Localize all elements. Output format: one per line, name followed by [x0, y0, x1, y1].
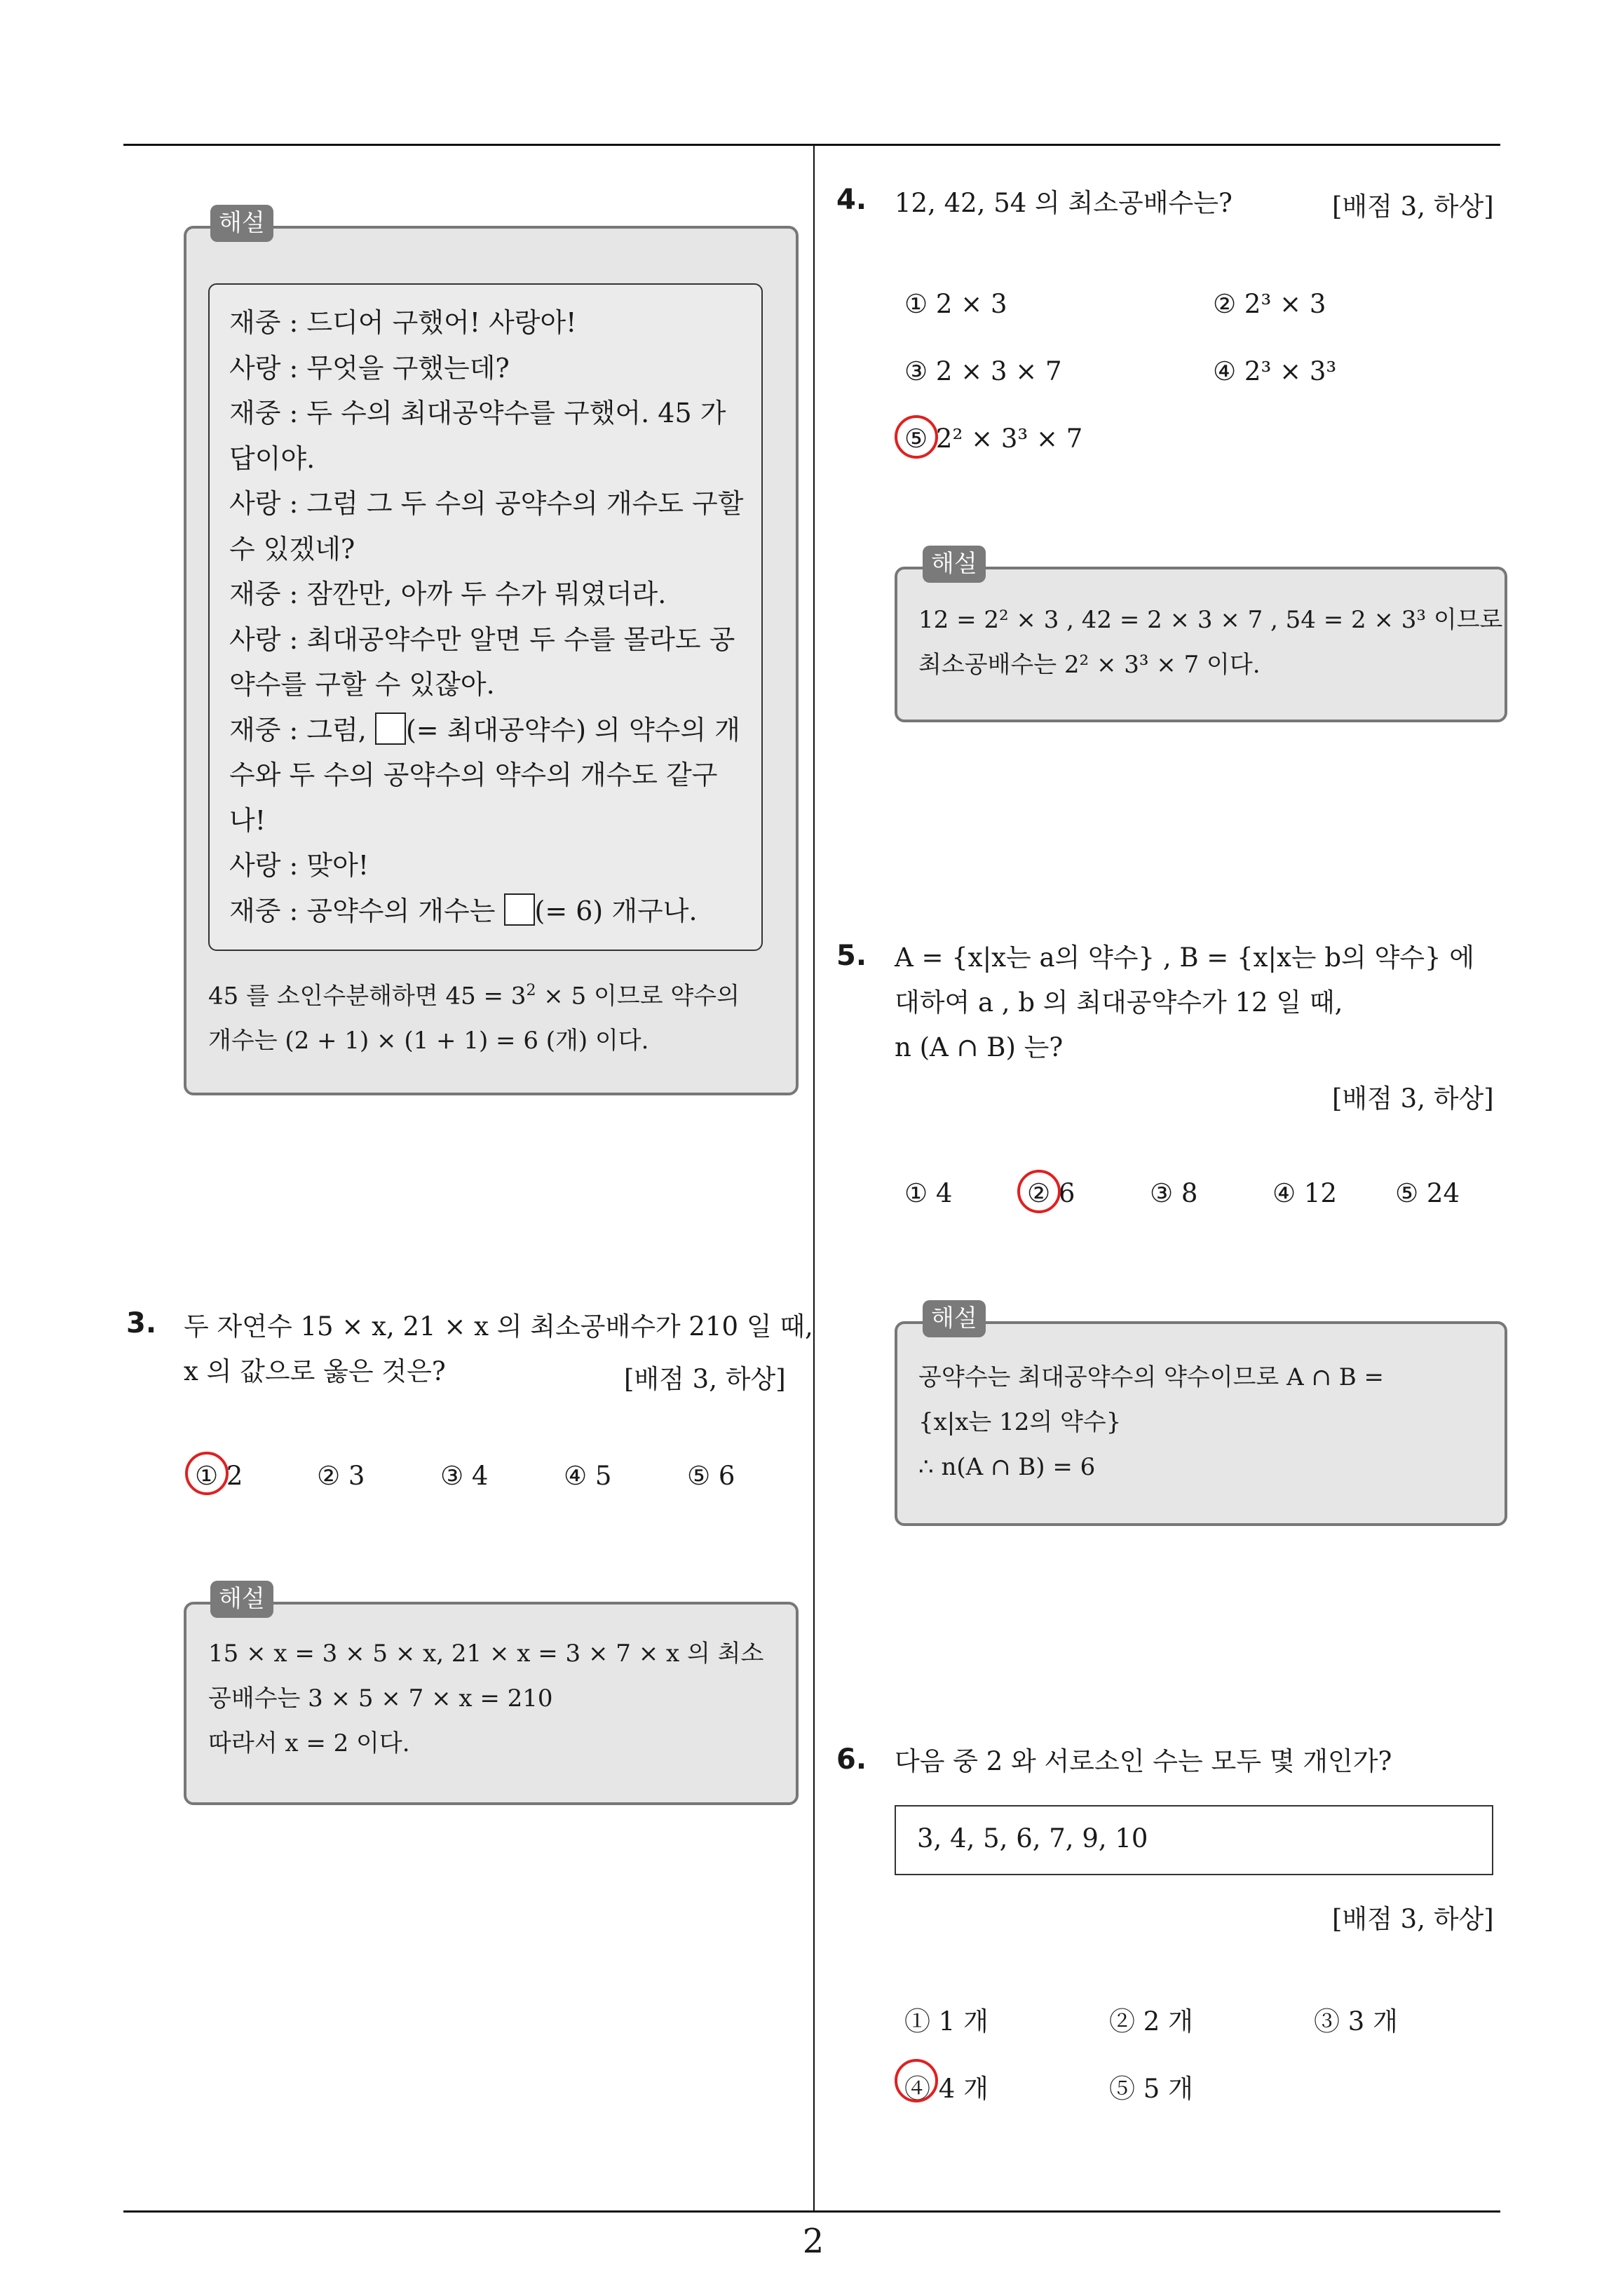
- question-5-option-5[interactable]: ⑤ 24: [1395, 1178, 1460, 1208]
- question-line: n (A ∩ B) 는?: [895, 1032, 1064, 1062]
- question-line: 두 자연수 15 × x, 21 × x 의 최소공배수가 210 일 때,: [184, 1311, 813, 1342]
- solution-line: {x|x는 12의 약수}: [918, 1408, 1122, 1436]
- q3-solution-text: [208, 1631, 783, 1766]
- solution-line: ∴ n(A ∩ B) = 6: [918, 1453, 1096, 1481]
- blank-box: [375, 713, 406, 745]
- question-4-option-5[interactable]: ⑤ 2² × 3³ × 7: [904, 424, 1083, 454]
- dialogue-line: 재중 : 두 수의 최대공약수를 구했어. 45 가: [229, 398, 726, 428]
- dialogue-text: (= 최대공약수) 의 약수의 개: [405, 714, 740, 745]
- question-6-option-2[interactable]: ② 2 개: [1109, 2006, 1193, 2037]
- dialogue-line: 수 있겠네?: [229, 533, 355, 565]
- question-4-text: 12, 42, 54 의 최소공배수는?: [895, 188, 1232, 218]
- top-rule: [123, 144, 1500, 146]
- question-4-option-3[interactable]: ③ 2 × 3 × 7: [904, 356, 1062, 386]
- answer-circle-mark: [895, 2059, 938, 2102]
- dialogue-line-with-blank: [229, 708, 742, 753]
- question-line: A = {x|x는 a의 약수} , B = {x|x는 b의 약수} 에: [895, 943, 1475, 973]
- dialogue-line: 사랑 : 최대공약수만 알면 두 수를 몰라도 공: [229, 623, 735, 655]
- question-5-option-4[interactable]: ④ 12: [1272, 1178, 1338, 1208]
- question-6-option-3[interactable]: ③ 3 개: [1314, 2006, 1398, 2037]
- question-4-score: [배점 3, 하상]: [1332, 191, 1494, 222]
- question-3-score: [배점 3, 하상]: [624, 1364, 786, 1394]
- number-set-box: 3, 4, 5, 6, 7, 9, 10: [895, 1805, 1493, 1875]
- q2-solution-text: [208, 968, 783, 1063]
- solution-line: 공약수는 최대공약수의 약수이므로 A ∩ B =: [918, 1363, 1385, 1391]
- dialogue-line: 재중 : 잠깐만, 아까 두 수가 뭐였더라.: [229, 579, 667, 609]
- q5-solution-tab: 해설: [923, 1300, 986, 1337]
- question-5-text: [895, 936, 1512, 1070]
- question-5-option-3[interactable]: ③ 8: [1150, 1178, 1198, 1208]
- question-5-option-2[interactable]: ② 6: [1027, 1178, 1075, 1208]
- solution-line: 따라서 x = 2 이다.: [208, 1729, 410, 1757]
- dialogue-text: 재중 : 그럼,: [229, 714, 367, 745]
- dialogue-line: 수와 두 수의 공약수의 약수의 개수도 같구: [229, 759, 718, 790]
- answer-circle-mark: [895, 415, 938, 459]
- dialogue-line: 재중 : 드디어 구했어! 사랑아!: [229, 307, 577, 338]
- question-3-option-2[interactable]: ② 3: [317, 1461, 365, 1491]
- question-5-option-1[interactable]: ① 4: [904, 1178, 953, 1208]
- dialogue-text: (= 6) 개구나.: [534, 895, 698, 926]
- question-6-text: 다음 중 2 와 서로소인 수는 모두 몇 개인가?: [895, 1746, 1392, 1776]
- question-6-number: 6.: [836, 1743, 867, 1776]
- question-6-option-5[interactable]: ⑤ 5 개: [1109, 2074, 1193, 2104]
- q2-solution-tab: 해설: [210, 205, 273, 242]
- dialogue-text: 재중 : 공약수의 개수는: [229, 895, 496, 926]
- question-3-number: 3.: [126, 1307, 157, 1339]
- dialogue-line-with-blank: [229, 889, 742, 934]
- dialogue-line: 답이야.: [229, 443, 315, 474]
- dialogue-line: 사랑 : 그럼 그 두 수의 공약수의 개수도 구할: [229, 488, 744, 519]
- solution-line: 15 × x = 3 × 5 × x, 21 × x = 3 × 7 × x 의 최소: [208, 1640, 764, 1668]
- q5-solution-text: [918, 1355, 1493, 1490]
- blank-box: [504, 893, 535, 926]
- page-number: 2: [802, 2222, 824, 2261]
- dialogue-line: 사랑 : 맞아!: [229, 850, 369, 881]
- bottom-rule: [123, 2210, 1500, 2213]
- q4-solution-text: [918, 597, 1503, 687]
- dialogue-line: 나!: [229, 804, 266, 836]
- solution-line: 최소공배수는 2² × 3³ × 7 이다.: [918, 651, 1261, 679]
- q4-solution-tab: 해설: [923, 546, 986, 583]
- q3-solution-tab: 해설: [210, 1581, 273, 1618]
- question-3-option-4[interactable]: ④ 5: [564, 1461, 612, 1491]
- question-3-option-1[interactable]: ① 2: [195, 1461, 243, 1491]
- column-divider: [813, 144, 815, 2211]
- answer-circle-mark: [185, 1452, 229, 1495]
- question-6-option-4[interactable]: ④ 4 개: [904, 2074, 989, 2104]
- question-line: x 의 값으로 옳은 것은?: [184, 1356, 446, 1386]
- solution-line: 공배수는 3 × 5 × 7 × x = 210: [208, 1684, 553, 1713]
- question-4-number: 4.: [836, 184, 867, 216]
- question-6-option-1[interactable]: ① 1 개: [904, 2006, 989, 2037]
- solution-line: 개수는 (2 + 1) × (1 + 1) = 6 (개) 이다.: [208, 1027, 649, 1055]
- question-3-option-3[interactable]: ③ 4: [440, 1461, 489, 1491]
- question-4-option-1[interactable]: ① 2 × 3: [904, 289, 1007, 319]
- question-5-number: 5.: [836, 940, 867, 972]
- question-6-score: [배점 3, 하상]: [1332, 1904, 1494, 1934]
- dialogue-line: 사랑 : 무엇을 구했는데?: [229, 352, 510, 384]
- dialogue-box: [208, 283, 763, 951]
- solution-line: 45 를 소인수분해하면 $45 = 3^2 \times 5$ 이므로 약수의: [208, 981, 740, 1011]
- answer-circle-mark: [1017, 1170, 1061, 1213]
- question-4-option-4[interactable]: ④ 2³ × 3³: [1213, 356, 1337, 386]
- question-3-option-5[interactable]: ⑤ 6: [687, 1461, 735, 1491]
- question-5-score: [배점 3, 하상]: [1332, 1083, 1494, 1114]
- question-line: 대하여 a , b 의 최대공약수가 12 일 때,: [895, 987, 1343, 1018]
- question-4-option-2[interactable]: ② 2³ × 3: [1213, 289, 1326, 319]
- dialogue-line: 약수를 구할 수 있잖아.: [229, 669, 495, 700]
- solution-line: 12 = 2² × 3 , 42 = 2 × 3 × 7 , 54 = 2 × 3³ 이므로: [918, 606, 1503, 634]
